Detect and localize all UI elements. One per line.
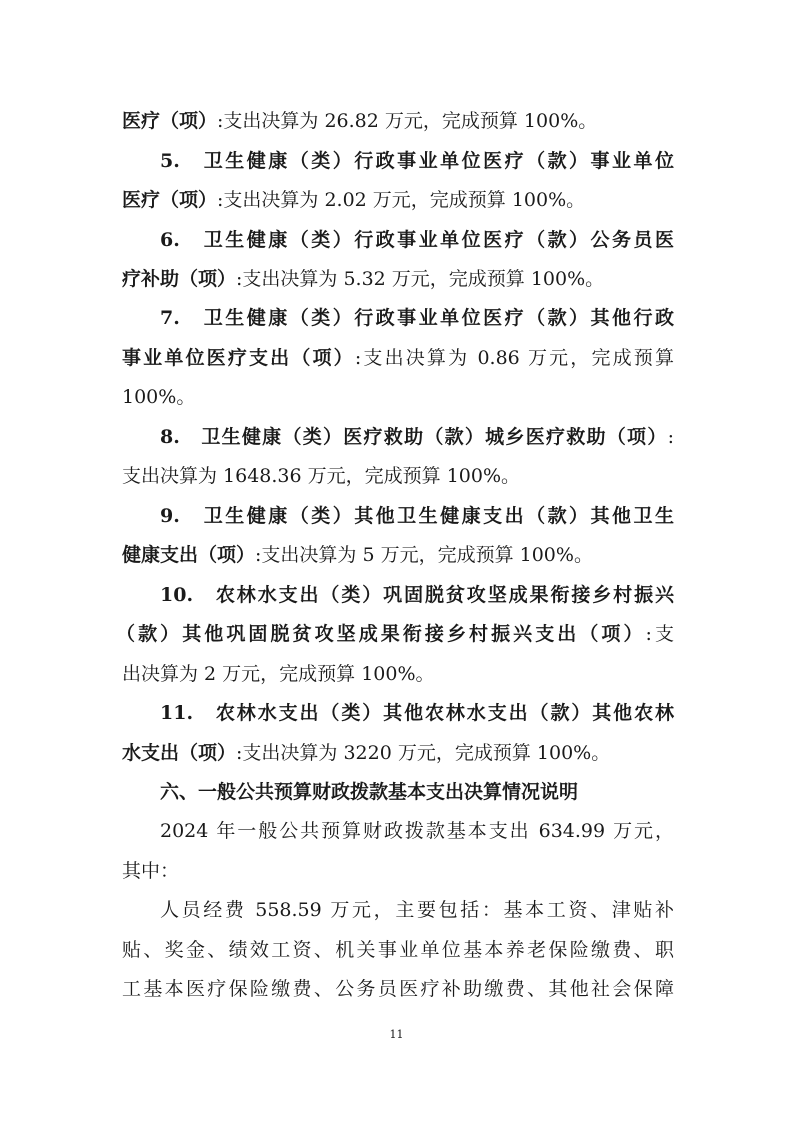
paragraph-line (0, 417, 674, 457)
paragraph-line (0, 338, 674, 378)
item-body-text: 2024 年一般公共预算财政拨款基本支出 634.99 万元， (160, 820, 674, 842)
paragraph-line (0, 377, 682, 417)
item-heading-text: 水支出（项） (122, 742, 237, 764)
item-heading-text: 健康支出（项） (122, 544, 256, 566)
page-number: 11 (389, 1028, 404, 1041)
item-body-text: :支出决算为 2.02 万元，完成预算 100%。 (217, 189, 586, 211)
paragraph-line (0, 851, 682, 891)
item-heading-text: （款）其他巩固脱贫攻坚成果衔接乡村振兴支出（项） (116, 623, 646, 645)
item-body-text: :支出决算为 5 万元，完成预算 100%。 (255, 544, 593, 566)
item-heading-text: 疗补助（项） (122, 268, 237, 290)
section-heading-text: 六、一般公共预算财政拨款基本支出决算情况说明 (160, 781, 579, 803)
item-heading-text: 6. 卫生健康（类）行政事业单位医疗（款）公务员医 (160, 229, 674, 251)
item-body-text: 100%。 (122, 386, 196, 408)
item-heading-text: 9. 卫生健康（类）其他卫生健康支出（款）其他卫生 (160, 505, 674, 527)
item-heading-text: 5. 卫生健康（类）行政事业单位医疗（款）事业单位 (160, 150, 674, 172)
paragraph-line (0, 496, 674, 536)
item-body-text: :支出决算为 5.32 万元，完成预算 100%。 (236, 268, 605, 290)
paragraph-line (0, 220, 674, 260)
item-heading-text: 10. 农林水支出（类）巩固脱贫攻坚成果衔接乡村振兴 (160, 584, 674, 606)
paragraph-line (0, 930, 674, 970)
paragraph-line (0, 693, 674, 733)
item-body-text: :支 (645, 623, 674, 645)
paragraph-line (0, 456, 682, 496)
paragraph-line (0, 614, 674, 654)
paragraph-line (0, 811, 674, 851)
item-heading-text: 7. 卫生健康（类）行政事业单位医疗（款）其他行政 (160, 307, 674, 329)
paragraph-line (0, 654, 682, 694)
item-body-text: 人员经费 558.59 万元，主要包括：基本工资、津贴补 (160, 899, 674, 921)
paragraph-line (0, 969, 674, 1009)
item-body-text: :支出决算为 0.86 万元，完成预算 (354, 347, 674, 369)
paragraph-line (0, 259, 682, 299)
paragraph-line (0, 575, 674, 615)
item-body-text: 支出决算为 1648.36 万元，完成预算 100%。 (122, 465, 521, 487)
paragraph-line (0, 733, 682, 773)
item-heading-text: 医疗（项） (122, 110, 218, 132)
paragraph-line (0, 141, 674, 181)
item-heading-text: 8. 卫生健康（类）医疗救助（款）城乡医疗救助（项） (160, 426, 668, 448)
item-heading-text: 医疗（项） (122, 189, 218, 211)
item-heading-text: 事业单位医疗支出（项） (122, 347, 355, 369)
item-body-text: 贴、奖金、绩效工资、机关事业单位基本养老保险缴费、职 (122, 939, 674, 961)
paragraph-line (0, 890, 674, 930)
item-body-text: 其中： (122, 860, 180, 882)
item-body-text: 出决算为 2 万元，完成预算 100%。 (122, 663, 435, 685)
paragraph-line (0, 180, 682, 220)
item-heading-text: 11. 农林水支出（类）其他农林水支出（款）其他农林 (160, 702, 674, 724)
paragraph-line (0, 535, 682, 575)
paragraph-line (0, 101, 682, 141)
section-heading (0, 772, 680, 812)
item-body-text: : (667, 426, 674, 448)
item-body-text: 工基本医疗保险缴费、公务员医疗补助缴费、其他社会保障 (122, 978, 674, 1000)
item-body-text: :支出决算为 26.82 万元，完成预算 100%。 (217, 110, 598, 132)
item-body-text: :支出决算为 3220 万元，完成预算 100%。 (236, 742, 611, 764)
paragraph-line (0, 298, 674, 338)
